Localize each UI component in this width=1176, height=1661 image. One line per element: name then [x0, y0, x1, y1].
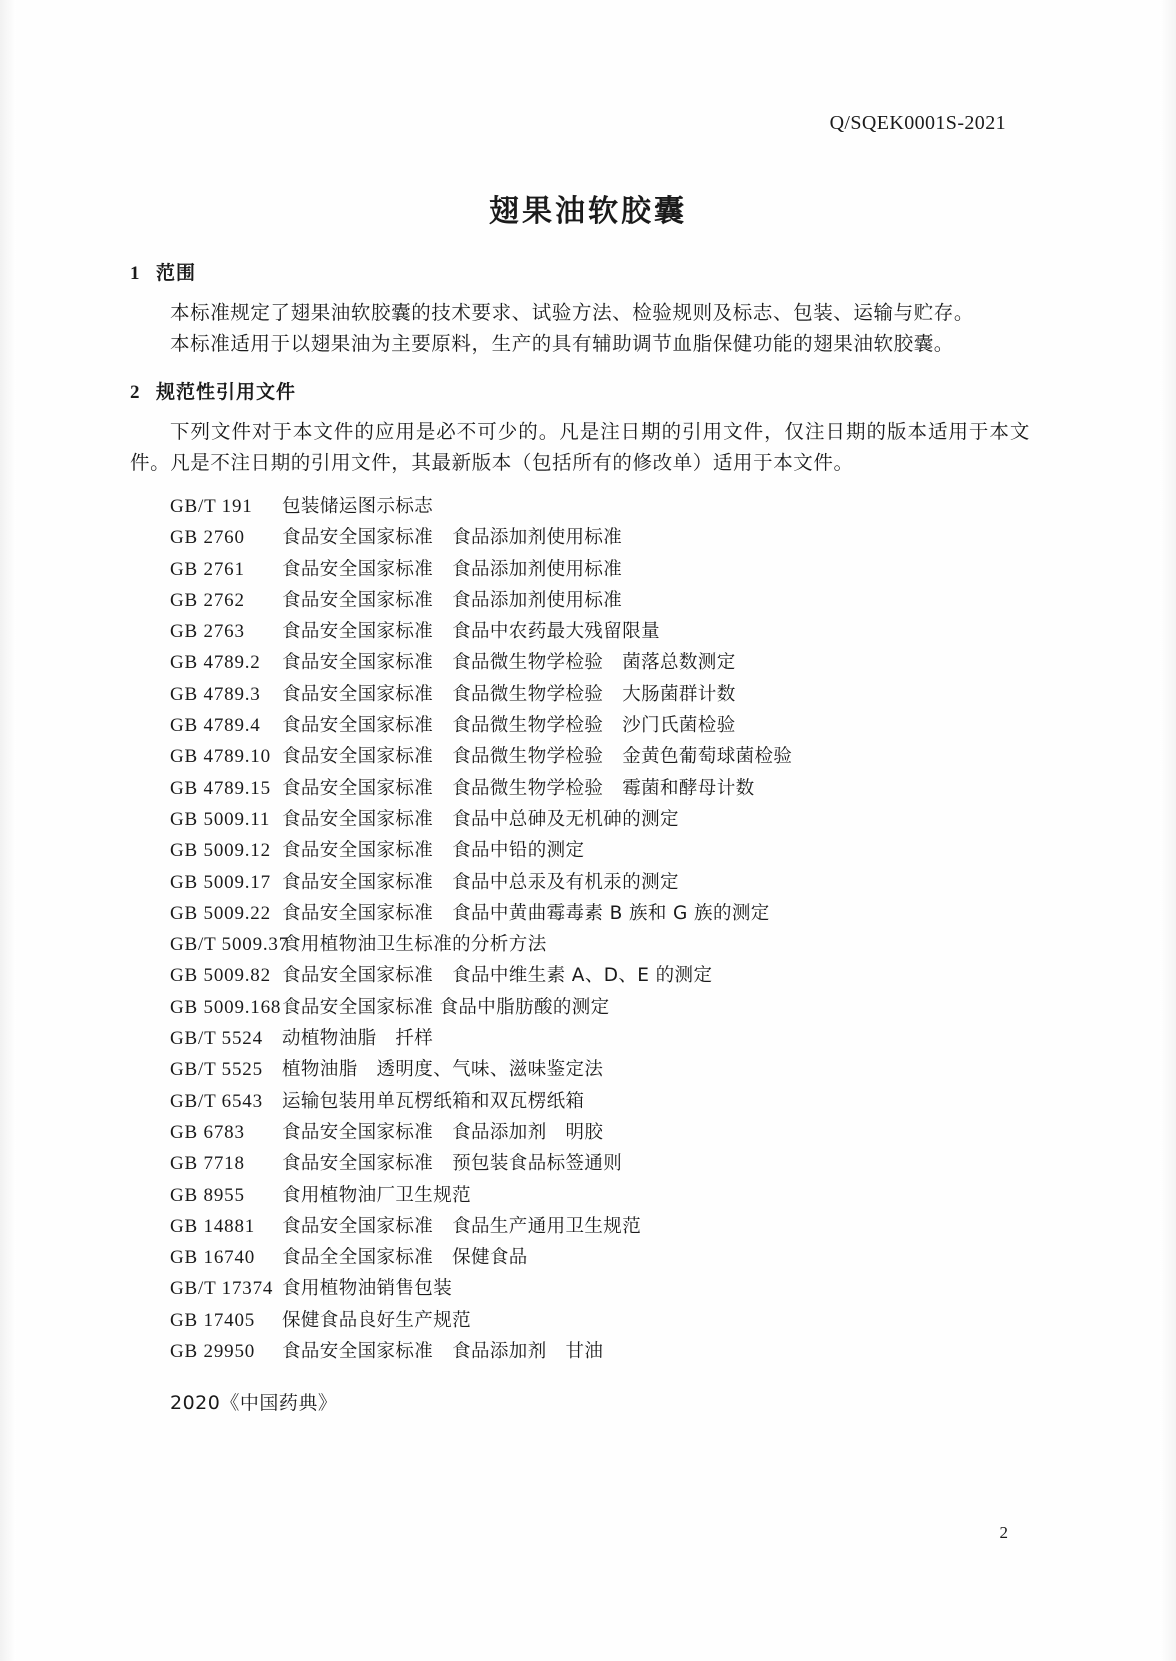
reference-title: 植物油脂 透明度、气味、滋味鉴定法	[282, 1059, 604, 1081]
reference-title: 运输包装用单瓦楞纸箱和双瓦楞纸箱	[282, 1090, 585, 1112]
reference-title: 食品安全国家标准 食品微生物学检验 霉菌和酵母计数	[282, 777, 755, 799]
list-item	[130, 1055, 1030, 1086]
reference-code: GB/T 5524	[170, 1028, 263, 1050]
reference-title: 食品安全国家标准 食品中脂肪酸的测定	[282, 996, 610, 1018]
reference-code: GB 17405	[170, 1309, 256, 1331]
section-title-2: 规范性引用文件	[156, 381, 297, 403]
reference-code: GB 4789.10	[170, 746, 271, 768]
list-item	[130, 1024, 1030, 1055]
reference-title: 食品安全国家标准 食品中农药最大残留限量	[282, 621, 661, 643]
list-item	[130, 993, 1030, 1024]
reference-code: GB 4789.15	[170, 777, 271, 799]
section-title-1: 范围	[156, 262, 197, 284]
section-1-paragraph-1: 本标准规定了翅果油软胶囊的技术要求、试验方法、检验规则及标志、包装、运输与贮存。	[170, 301, 975, 324]
reference-title: 食品安全国家标准 食品生产通用卫生规范	[282, 1215, 642, 1237]
reference-code: GB 6783	[170, 1121, 245, 1143]
reference-title: 食品安全国家标准 食品微生物学检验 大肠菌群计数	[282, 683, 736, 705]
section-number-1: 1	[130, 263, 141, 284]
section-1-paragraph-2: 本标准适用于以翅果油为主要原料，生产的具有辅助调节血脂保健功能的翅果油软胶囊。	[170, 332, 954, 355]
reference-title: 食品安全国家标准 食品添加剂使用标准	[282, 589, 623, 611]
section-2-paragraph-1: 下列文件对于本文件的应用是必不可少的。凡是注日期的引用文件，仅注日期的版本适用于本文件。凡是不注日期的引用文件，其最新版本（包括所有的修改单）适用于本文件。	[130, 420, 1030, 474]
list-item	[130, 961, 1030, 992]
reference-code: GB/T 5525	[170, 1059, 263, 1081]
reference-title: 保健食品良好生产规范	[282, 1309, 472, 1331]
list-item	[130, 617, 1030, 648]
reference-code: GB 5009.82	[170, 965, 271, 987]
list-item	[130, 523, 1030, 554]
reference-code: GB 2760	[170, 527, 245, 549]
reference-code: GB 8955	[170, 1184, 245, 1206]
reference-title: 食品安全国家标准 食品微生物学检验 菌落总数测定	[282, 652, 736, 674]
reference-title: 食品安全国家标准 食品中维生素 A、D、E 的测定	[282, 965, 713, 987]
header-standard-code: Q/SQEK0001S-2021	[829, 112, 1006, 134]
list-item	[130, 555, 1030, 586]
reference-code: GB 5009.168	[170, 996, 282, 1018]
reference-title: 包装储运图示标志	[282, 496, 434, 517]
page-title: 翅果油软胶囊	[489, 194, 687, 229]
reference-code: GB 4789.3	[170, 683, 261, 705]
reference-title: 食品安全国家标准 食品中铅的测定	[282, 840, 585, 862]
list-item	[130, 680, 1030, 711]
reference-code: GB 2761	[170, 558, 245, 580]
list-item	[130, 805, 1030, 836]
list-item	[130, 1212, 1030, 1243]
section-heading-1	[130, 258, 1030, 285]
list-item	[130, 1087, 1030, 1118]
reference-title: 食用植物油卫生标准的分析方法	[282, 934, 547, 956]
list-item	[130, 899, 1030, 930]
reference-code: GB 5009.11	[170, 808, 271, 830]
reference-code: GB 16740	[170, 1247, 256, 1269]
list-item	[130, 492, 1030, 523]
normative-references-list	[130, 492, 1030, 1368]
list-item	[130, 1149, 1030, 1180]
section-number-2: 2	[130, 382, 141, 403]
list-item	[130, 836, 1030, 867]
reference-code: GB/T 17374	[170, 1278, 274, 1300]
document-body	[130, 258, 1030, 1415]
reference-title: 食品安全国家标准 食品中总汞及有机汞的测定	[282, 871, 679, 893]
reference-code: GB 5009.17	[170, 871, 271, 893]
reference-code: GB 5009.22	[170, 902, 271, 924]
list-item	[130, 1181, 1030, 1212]
reference-code: GB 29950	[170, 1341, 256, 1363]
reference-title: 食品全全国家标准 保健食品	[282, 1247, 528, 1269]
reference-title: 食品安全国家标准 食品添加剂使用标准	[282, 558, 623, 580]
reference-code: GB 4789.4	[170, 715, 261, 737]
reference-code: GB/T 191	[170, 496, 253, 517]
list-item	[130, 868, 1030, 899]
reference-title: 食品安全国家标准 食品中黄曲霉毒素 B 族和 G 族的测定	[282, 902, 770, 924]
reference-title: 食用植物油销售包装	[282, 1278, 453, 1300]
list-item	[130, 742, 1030, 773]
list-item	[130, 586, 1030, 617]
page-number: 2	[999, 1523, 1008, 1542]
reference-code: GB 7718	[170, 1153, 245, 1175]
reference-title: 动植物油脂 扦样	[282, 1028, 434, 1050]
reference-title: 食用植物油厂卫生规范	[282, 1184, 472, 1206]
list-item	[130, 1274, 1030, 1305]
list-item	[130, 648, 1030, 679]
list-item	[130, 774, 1030, 805]
list-item	[130, 1243, 1030, 1274]
reference-title: 食品安全国家标准 食品添加剂使用标准	[282, 527, 623, 549]
reference-code: GB 14881	[170, 1215, 256, 1237]
reference-code: GB/T 5009.37	[170, 934, 290, 956]
reference-title: 食品安全国家标准 食品添加剂 明胶	[282, 1121, 604, 1143]
reference-title: 食品安全国家标准 食品微生物学检验 沙门氏菌检验	[282, 715, 736, 737]
reference-title: 食品安全国家标准 食品添加剂 甘油	[282, 1341, 604, 1363]
reference-title: 食品安全国家标准 预包装食品标签通则	[282, 1153, 623, 1175]
reference-code: GB 2762	[170, 589, 245, 611]
reference-title: 食品安全国家标准 食品中总砷及无机砷的测定	[282, 808, 679, 830]
reference-code: GB 2763	[170, 621, 245, 643]
section-heading-2	[130, 377, 1030, 404]
list-item	[130, 1306, 1030, 1337]
reference-code: GB 5009.12	[170, 840, 271, 862]
reference-title: 食品安全国家标准 食品微生物学检验 金黄色葡萄球菌检验	[282, 746, 793, 768]
reference-note: 2020《中国药典》	[170, 1392, 338, 1415]
list-item	[130, 930, 1030, 961]
list-item	[130, 711, 1030, 742]
reference-code: GB/T 6543	[170, 1090, 263, 1112]
list-item	[130, 1118, 1030, 1149]
list-item	[130, 1337, 1030, 1368]
reference-code: GB 4789.2	[170, 652, 261, 674]
